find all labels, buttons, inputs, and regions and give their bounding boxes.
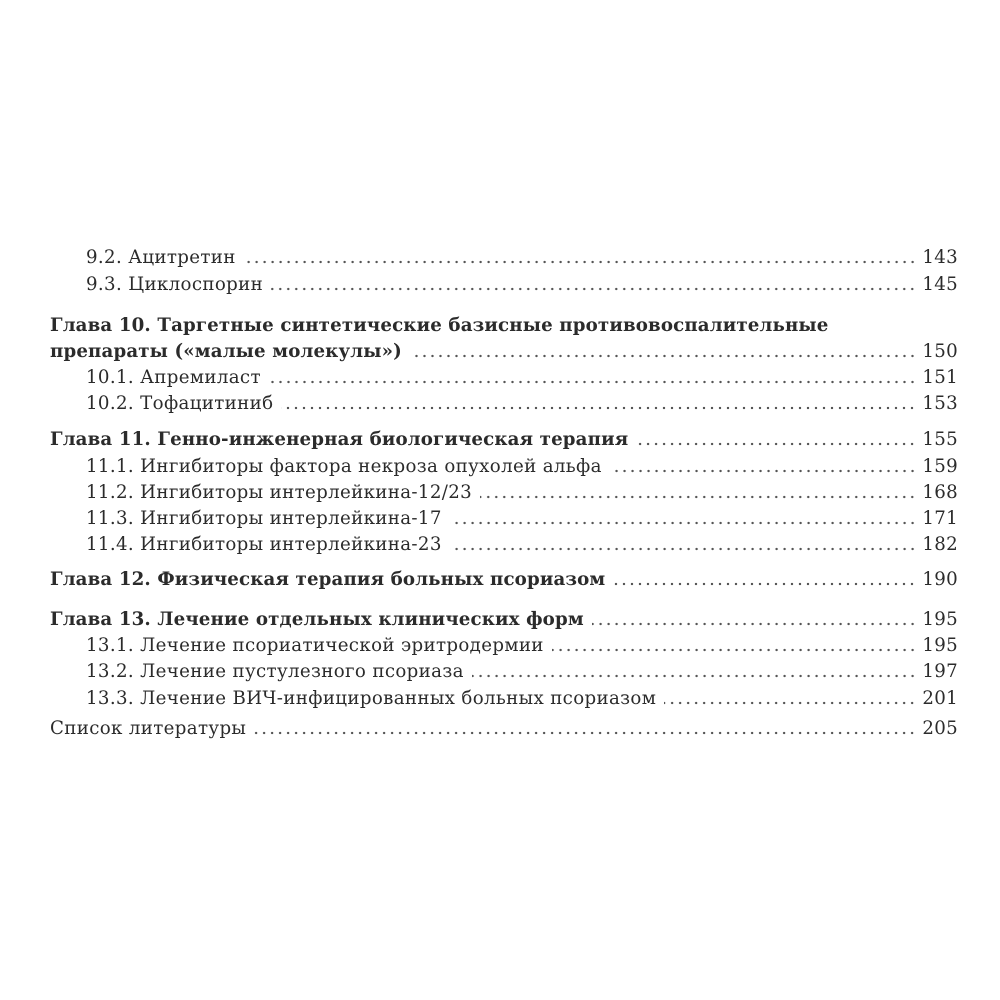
toc-entry-page: 153 xyxy=(922,393,958,414)
toc-entry-label: Глава 12. Физическая терапия больных псориазом xyxy=(50,569,606,590)
toc-entry-13-3[interactable] xyxy=(50,685,958,713)
toc-entry-page: 145 xyxy=(922,274,958,295)
toc-entry-page: 155 xyxy=(922,429,958,450)
dot-leader xyxy=(244,258,917,266)
toc-entry-label: 9.2. Ацитретин xyxy=(86,247,236,268)
toc-entry-label: 10.2. Тофацитиниб xyxy=(86,393,274,414)
toc-entry-label: 11.1. Ингибиторы фактора некроза опухолей альфа xyxy=(86,456,602,477)
dot-leader xyxy=(592,620,917,628)
toc-entry-page: 171 xyxy=(922,508,958,529)
dot-leader xyxy=(552,646,917,654)
toc-chapter-12[interactable] xyxy=(50,566,958,594)
toc-entry-page: 159 xyxy=(922,456,958,477)
dot-leader xyxy=(472,672,917,680)
toc-entry-page: 143 xyxy=(922,247,958,268)
toc-entry-page: 201 xyxy=(922,688,958,709)
toc-entry-label: 13.3. Лечение ВИЧ-инфицированных больных псориазом xyxy=(86,688,657,709)
toc-entry-13-1[interactable] xyxy=(50,632,958,660)
toc-entry-label: препараты («малые молекулы») xyxy=(50,341,402,362)
toc-entry-page: 168 xyxy=(922,482,958,503)
toc-chapter-11[interactable] xyxy=(50,426,958,454)
toc-entry-11-1[interactable] xyxy=(50,453,958,481)
toc-entry-11-4[interactable] xyxy=(50,531,958,559)
dot-leader xyxy=(281,404,916,412)
toc-entry-page: 195 xyxy=(922,609,958,630)
toc-entry-10-2[interactable] xyxy=(50,390,958,418)
toc-entry-label: 11.3. Ингибиторы интерлейкина-17 xyxy=(86,508,442,529)
toc-entry-label: 11.4. Ингибиторы интерлейкина-23 xyxy=(86,534,442,555)
toc-entry-label: Глава 11. Генно-инженерная биологическая терапия xyxy=(50,429,629,450)
toc-entry-page: 205 xyxy=(922,718,958,739)
dot-leader xyxy=(480,493,916,501)
toc-entry-11-3[interactable] xyxy=(50,505,958,533)
toc-entry-11-2[interactable] xyxy=(50,479,958,507)
dot-leader xyxy=(613,580,916,588)
toc-entry-13-2[interactable] xyxy=(50,658,958,686)
toc-entry-label: 11.2. Ингибиторы интерлейкина-12/23 xyxy=(86,482,473,503)
dot-leader xyxy=(664,699,916,707)
toc-chapter-13[interactable] xyxy=(50,606,958,634)
toc-bibliography[interactable] xyxy=(50,715,958,743)
dot-leader xyxy=(410,352,916,360)
toc-entry-page: 195 xyxy=(922,635,958,656)
toc-entry-label: Список литературы xyxy=(50,718,247,739)
toc-entry-label: 13.1. Лечение псориатической эритродермии xyxy=(86,635,544,656)
toc-entry-label: 9.3. Циклоспорин xyxy=(86,274,264,295)
dot-leader xyxy=(450,545,917,553)
toc-entry-label: 13.2. Лечение пустулезного псориаза xyxy=(86,661,464,682)
toc-entry-page: 190 xyxy=(922,569,958,590)
toc-chapter-10-title-line1[interactable]: Глава 10. Таргетные синтетические базисные противовоспалительные xyxy=(50,315,829,336)
dot-leader xyxy=(254,729,916,737)
toc-entry-9-3[interactable] xyxy=(50,271,958,299)
toc-entry-page: 182 xyxy=(922,534,958,555)
toc-entry-9-2[interactable] xyxy=(50,244,958,272)
toc-entry-page: 151 xyxy=(922,367,958,388)
dot-leader xyxy=(271,285,916,293)
toc-entry-page: 197 xyxy=(922,661,958,682)
dot-leader xyxy=(610,467,917,475)
dot-leader xyxy=(636,440,916,448)
toc-entry-10-1[interactable] xyxy=(50,364,958,392)
dot-leader xyxy=(269,378,917,386)
toc-entry-label: Глава 13. Лечение отдельных клинических форм xyxy=(50,609,584,630)
dot-leader xyxy=(450,519,917,527)
toc-entry-page: 150 xyxy=(922,341,958,362)
toc-entry-label: 10.1. Апремиласт xyxy=(86,367,261,388)
toc-chapter-10[interactable] xyxy=(50,338,958,366)
